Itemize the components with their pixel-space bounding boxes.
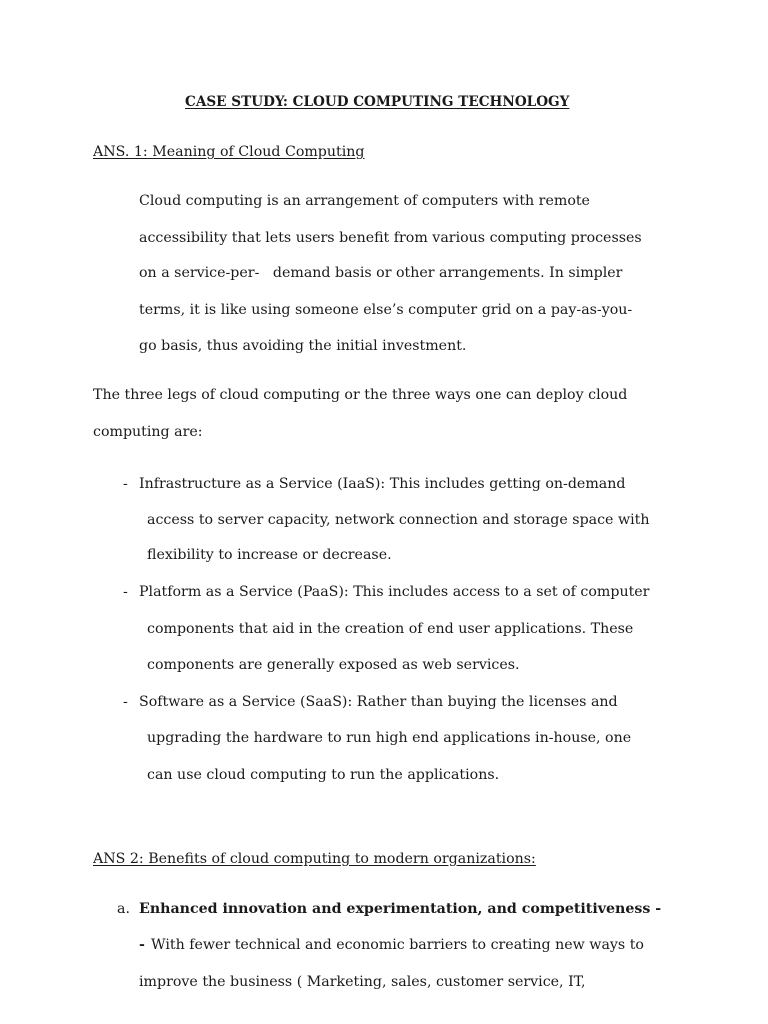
item-line: improve the business ( Marketing, sales, customer service, IT, <box>139 974 586 990</box>
bullet-line: Infrastructure as a Service (IaaS): This includes getting on-demand <box>139 476 626 492</box>
ans1-paragraph-line: Cloud computing is an arrangement of computers with remote <box>139 193 590 209</box>
bullet-line: access to server capacity, network connection and storage space with <box>147 512 650 528</box>
intro-line: computing are: <box>93 424 203 440</box>
ans1-paragraph-line: on a service-per- demand basis or other arrangements. In simpler <box>139 265 623 281</box>
bullet-dash: - <box>123 476 128 492</box>
bullet-line: flexibility to increase or decrease. <box>147 547 392 563</box>
page-title: CASE STUDY: CLOUD COMPUTING TECHNOLOGY <box>185 94 570 110</box>
intro-line: The three legs of cloud computing or the three ways one can deploy cloud <box>93 387 628 403</box>
ans2-heading: ANS 2: Benefits of cloud computing to modern organizations: <box>93 851 536 867</box>
ans1-paragraph-line: accessibility that lets users benefit from various computing processes <box>139 230 642 246</box>
list-letter: a. <box>117 901 130 917</box>
bullet-line: Software as a Service (SaaS): Rather than buying the licenses and <box>139 694 618 710</box>
bullet-line: components are generally exposed as web services. <box>147 657 520 673</box>
ans1-heading: ANS. 1: Meaning of Cloud Computing <box>93 144 365 160</box>
item-title-dash: - <box>139 937 145 953</box>
bullet-line: Platform as a Service (PaaS): This includes access to a set of computer <box>139 584 650 600</box>
bullet-line: components that aid in the creation of end user applications. These <box>147 621 634 637</box>
item-line: With fewer technical and economic barriers to creating new ways to <box>151 937 644 953</box>
item-title: Enhanced innovation and experimentation, and competitiveness - <box>139 901 662 917</box>
bullet-dash: - <box>123 584 128 600</box>
bullet-line: can use cloud computing to run the applications. <box>147 767 500 783</box>
bullet-line: upgrading the hardware to run high end applications in-house, one <box>147 730 632 746</box>
bullet-dash: - <box>123 694 128 710</box>
ans1-paragraph-line: go basis, thus avoiding the initial investment. <box>139 338 467 354</box>
ans1-paragraph-line: terms, it is like using someone else’s computer grid on a pay-as-you- <box>139 302 633 318</box>
